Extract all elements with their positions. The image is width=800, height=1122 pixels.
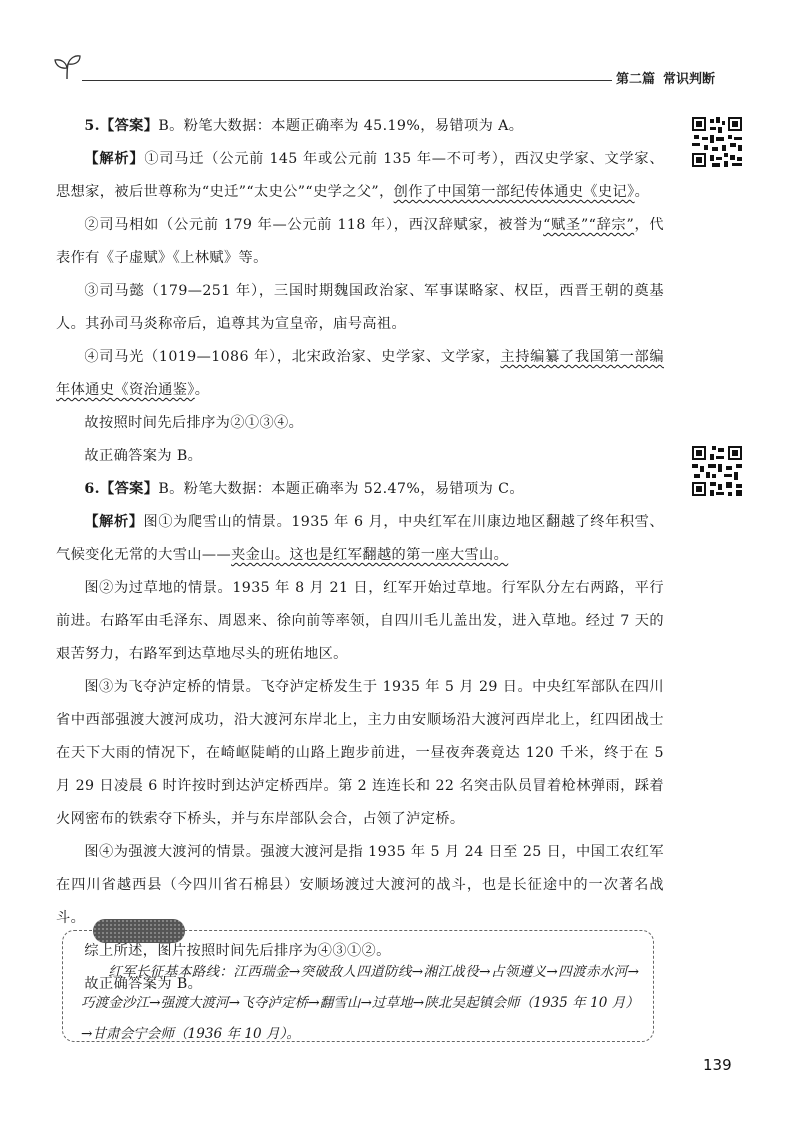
answer-label: 5.【答案】 <box>84 118 159 134</box>
analysis-text: ②司马相如（公元前 179 年—公元前 118 年），西汉辞赋家，被誉为 <box>84 217 544 233</box>
analysis-label: 【解析】 <box>84 151 145 167</box>
note-box <box>62 930 654 1042</box>
analysis-text: ，代表作有《子虚赋》《上林赋》等。 <box>56 217 664 266</box>
answer-label: 6.【答案】 <box>84 481 159 497</box>
answer-text: B。粉笔大数据：本题正确率为 52.47%，易错项为 C。 <box>158 481 524 497</box>
sprout-icon <box>52 50 82 80</box>
page-header <box>0 0 800 100</box>
q5-analysis-4 <box>56 341 664 407</box>
answer-text: B。粉笔大数据：本题正确率为 45.19%，易错项为 A。 <box>158 118 524 134</box>
q6-analysis-4: 图④为强渡大渡河的情景。强渡大渡河是指 1935 年 5 月 24 日至 25 日，中国工农红军在四川省越西县（今四川省石棉县）安顺场渡过大渡河的战斗，也是长征途中的一次著名战斗。 <box>56 844 664 926</box>
q6-analysis-2: 图②为过草地的情景。1935 年 8 月 21 日，红军开始过草地。行军队分左右两路，平行前进。右路军由毛泽东、周恩来、徐向前等率领，自四川毛儿盖出发，进入草地。经过 7 天的艰苦努力，右路军到达草地尽头的班佑地区。 <box>56 580 664 662</box>
analysis-text: 。 <box>634 184 650 200</box>
part-label: 第二篇 <box>616 72 656 87</box>
chapter-label: 常识判断 <box>663 72 716 87</box>
q5-analysis-1 <box>56 143 664 209</box>
q6-analysis-1 <box>56 506 664 572</box>
analysis-text: 图①为爬雪山的情景。1935 年 6 月，中央红军在川康边地区翻越了终年积雪、气候变化无常的大雪山—— <box>56 514 665 563</box>
key-point: 创作了中国第一部纪传体通史《史记》 <box>393 184 635 200</box>
qr-code-icon <box>690 444 744 498</box>
analysis-text: ④司马光（1019—1086 年），北宋政治家、史学家、文学家， <box>84 349 501 365</box>
key-point: 主持编纂了我国第一部编年体通史《资治通鉴》 <box>56 349 664 398</box>
qr-code-icon <box>690 115 744 169</box>
q6-summary: 综上所述，图片按照时间先后排序为④③①②。 <box>84 943 391 959</box>
q5-analysis-2 <box>56 209 664 275</box>
page-content <box>56 110 664 1001</box>
q5-order: 故按照时间先后排序为②①③④。 <box>84 415 304 431</box>
header-rule <box>82 80 612 81</box>
section-title <box>616 68 766 87</box>
q5-analysis-3: ③司马懿（179—251 年），三国时期魏国政治家、军事谋略家、权臣，西晋王朝的奠基人。其孙司马炎称帝后，追尊其为宣皇帝，庙号高祖。 <box>56 283 664 332</box>
q5-answer <box>56 110 664 143</box>
q6-final: 故正确答案为 B。 <box>84 976 203 992</box>
note-text: 红军长征基本路线：江西瑞金→突破敌人四道防线→湘江战役→占领遵义→四渡赤水河→巧渡金沙江→强渡大渡河→飞夺泸定桥→翻雪山→过草地→陕北吴起镇会师（1935 年 10 月）→甘肃会宁会师（1936 年 10 月）。 <box>81 964 639 1042</box>
q6-analysis-3: 图③为飞夺泸定桥的情景。飞夺泸定桥发生于 1935 年 5 月 29 日。中央红军部队在四川省中西部强渡大渡河成功，沿大渡河东岸北上，主力由安顺场沿大渡河西岸北上，红四团战士在天下大雨的情况下，在崎岖陡峭的山路上跑步前进，一昼夜奔袭竟达 120 千米，终于在 5 月 29 日凌晨 6 时许按时到达泸定桥西岸。第 2 连连长和 22 名突击队员冒着枪林弹雨，踩着火网密布的铁索夺下桥头，并与东岸部队会合，占领了泸定桥。 <box>56 679 664 827</box>
page-number: 139 <box>703 1056 732 1074</box>
analysis-label: 【解析】 <box>84 514 144 530</box>
note-badge-icon <box>93 919 185 943</box>
analysis-text: ①司马迁（公元前 145 年或公元前 135 年—不可考），西汉史学家、文学家、思想家，被后世尊称为“史迁”“太史公”“史学之父”， <box>56 151 664 200</box>
q5-final: 故正确答案为 B。 <box>84 448 203 464</box>
key-point: “赋圣”“辞宗” <box>543 217 635 233</box>
analysis-text: 。 <box>194 382 210 398</box>
q6-answer <box>56 473 664 506</box>
key-point: 夹金山。这也是红军翻越的第一座大雪山。 <box>231 547 509 563</box>
